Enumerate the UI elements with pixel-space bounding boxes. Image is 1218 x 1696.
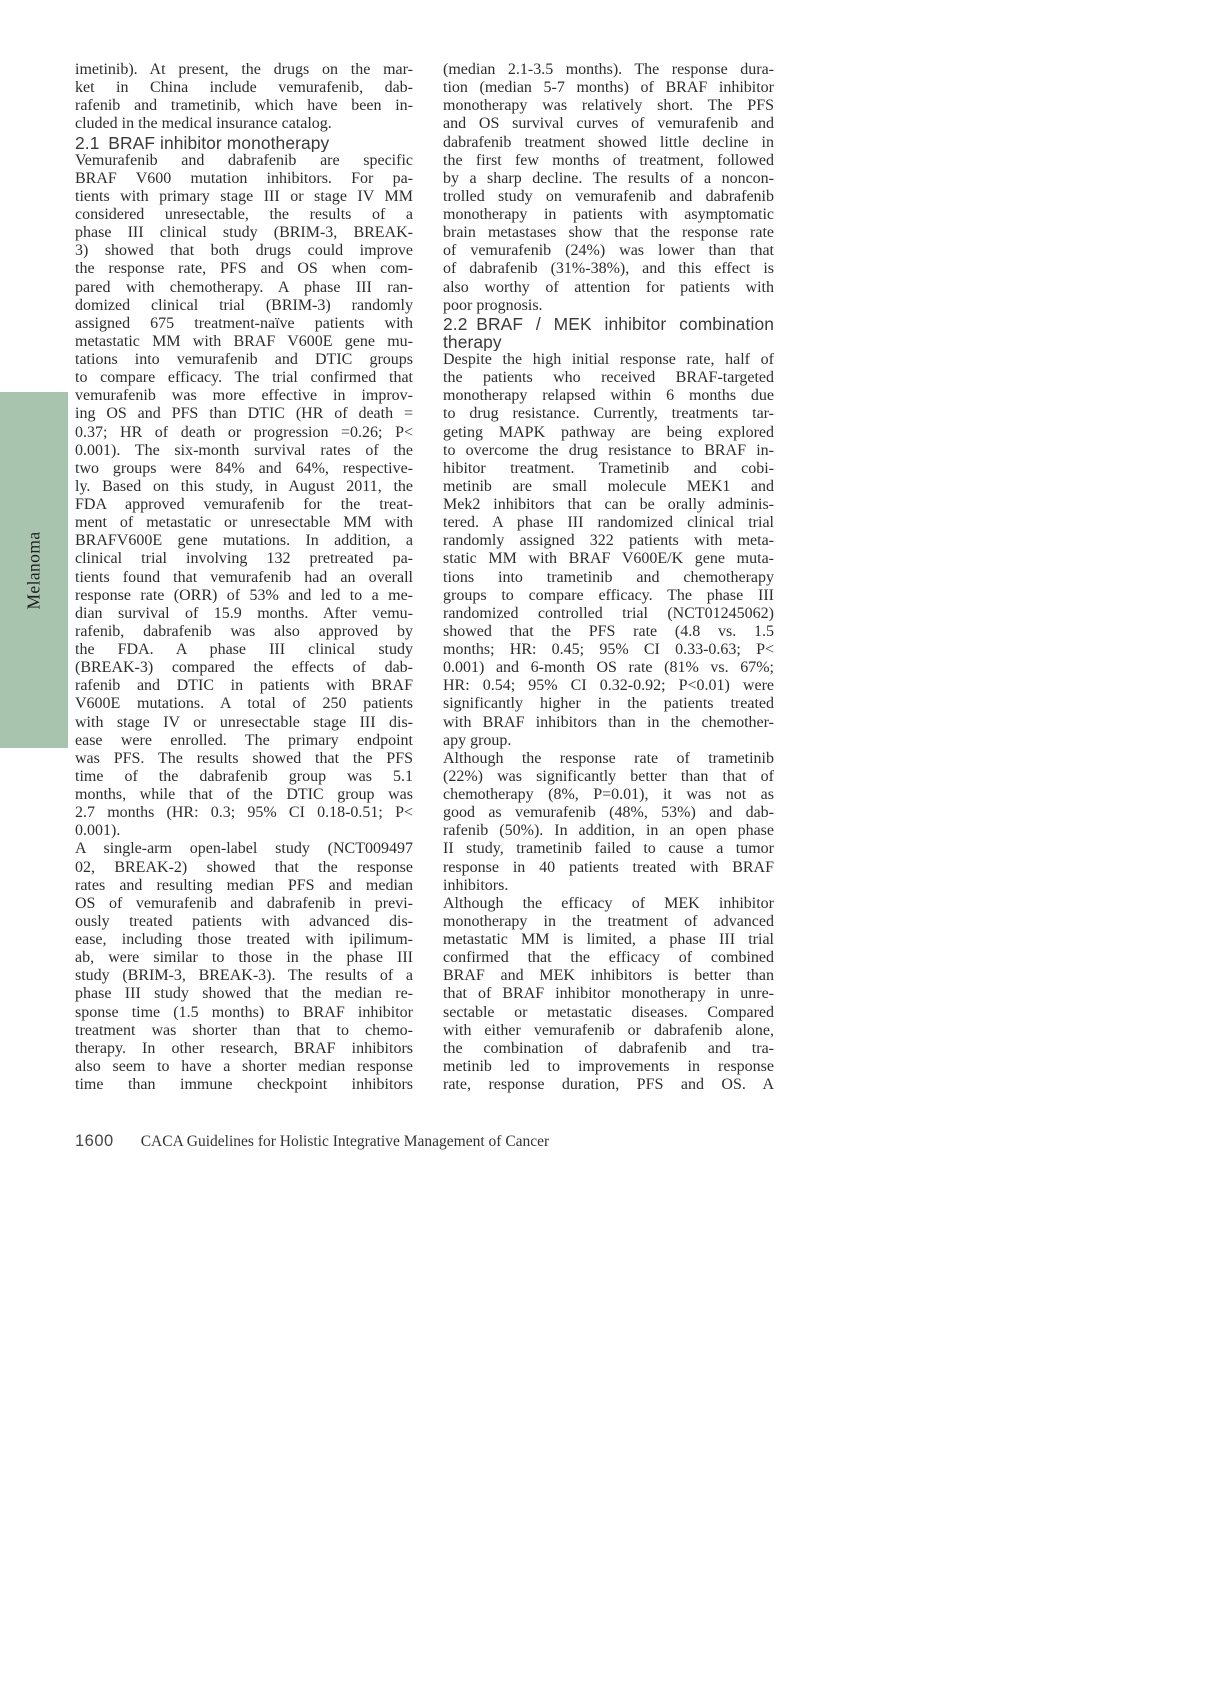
- text-line: cluded in the medical insurance catalog.: [75, 115, 332, 133]
- text-line: poor prognosis.: [443, 296, 543, 314]
- text-line: geting MAPK pathway are being explored: [443, 423, 774, 441]
- text-line: monotherapy was relatively short. The PFS: [443, 97, 774, 115]
- text-line: dabrafenib treatment showed little decline in: [443, 133, 774, 151]
- paragraph: [443, 895, 774, 1094]
- text-line: BRAFV600E gene mutations. In addition, a: [75, 532, 413, 550]
- text-line: monotherapy in the treatment of advanced: [443, 912, 774, 930]
- text-line: monotherapy relapsed within 6 months due: [443, 387, 774, 405]
- text-line: tions into trametinib and chemotherapy: [443, 568, 774, 586]
- paragraph: [75, 152, 413, 841]
- text-line: the FDA. A phase III clinical study: [75, 641, 413, 658]
- paragraph: [443, 351, 774, 750]
- text-line: tients found that vemurafenib had an overall: [75, 568, 413, 586]
- text-line: tients with primary stage III or stage IV MM: [75, 187, 413, 205]
- text-line: phase III study showed that the median re-: [75, 985, 413, 1003]
- text-line: rafenib, dabrafenib was also approved by: [75, 622, 413, 640]
- text-line: of dabrafenib (31%-38%), and this effect is: [443, 260, 774, 278]
- text-line: assigned 675 treatment-naïve patients with: [75, 314, 413, 332]
- text-line: FDA approved vemurafenib for the treat-: [75, 496, 413, 513]
- text-line: imetinib). At present, the drugs on the mar-: [75, 61, 413, 78]
- text-line: A single-arm open-label study (NCT009497: [75, 840, 413, 858]
- text-line: treatment was shorter than that to chemo-: [75, 1021, 413, 1039]
- text-line: good as vemurafenib (48%, 53%) and dab-: [443, 804, 774, 822]
- footer: [75, 1132, 549, 1151]
- text-line: Although the response rate of trametinib: [443, 749, 774, 767]
- text-line: sectable or metastatic diseases. Compared: [443, 1003, 774, 1021]
- text-line: 02, BREAK-2) showed that the response: [75, 858, 413, 876]
- text-line: hibitor treatment. Trametinib and cobi-: [443, 459, 774, 477]
- text-line: with either vemurafenib or dabrafenib alone,: [443, 1021, 774, 1039]
- text-line: 2.2 BRAF / MEK inhibitor combination: [443, 314, 774, 333]
- text-line: ab, were similar to those in the phase III: [75, 949, 413, 967]
- text-line: ket in China include vemurafenib, dab-: [75, 79, 413, 97]
- text-line: metastatic MM with BRAF V600E gene mu-: [75, 332, 413, 350]
- text-line: metastatic MM is limited, a phase III trial: [443, 931, 774, 948]
- text-line: groups to compare efficacy. The phase III: [443, 586, 774, 604]
- text-line: ment of metastatic or unresectable MM with: [75, 514, 413, 532]
- text-line: BRAF V600 mutation inhibitors. For pa-: [75, 169, 413, 187]
- text-line: phase III clinical study (BRIM-3, BREAK-: [75, 224, 413, 242]
- text-line: response in 40 patients treated with BRAF: [443, 858, 774, 876]
- text-line: vemurafenib was more effective in improv-: [75, 387, 413, 405]
- text-line: randomly assigned 322 patients with meta-: [443, 532, 774, 550]
- text-line: confirmed that the efficacy of combined: [443, 949, 774, 967]
- text-line: ously treated patients with advanced dis-: [75, 912, 413, 930]
- text-line: apy group.: [443, 731, 512, 749]
- text-line: also worthy of attention for patients with: [443, 278, 774, 296]
- text-line: 0.001) and 6-month OS rate (81% vs. 67%;: [443, 659, 774, 677]
- text-line: therapy. In other research, BRAF inhibitors: [75, 1039, 413, 1057]
- section-heading: [443, 315, 774, 351]
- text-line: rate, response duration, PFS and OS. A: [443, 1076, 774, 1093]
- page-number: 1600: [75, 1132, 114, 1150]
- text-line: considered unresectable, the results of a: [75, 206, 413, 223]
- text-line: the patients who received BRAF-targeted: [443, 369, 774, 387]
- text-line: ease were enrolled. The primary endpoint: [75, 731, 413, 749]
- text-line: the combination of dabrafenib and tra-: [443, 1039, 774, 1057]
- text-line: 3) showed that both drugs could improve: [75, 242, 413, 260]
- text-line: Mek2 inhibitors that can be orally adminis-: [443, 496, 774, 513]
- sidebar-tab: [0, 392, 68, 748]
- text-line: by a sharp decline. The results of a noncon-: [443, 169, 774, 187]
- text-line: ly. Based on this study, in August 2011, the: [75, 477, 413, 495]
- text-line: months, while that of the DTIC group was: [75, 786, 413, 803]
- text-line: study (BRIM-3, BREAK-3). The results of a: [75, 967, 413, 985]
- text-line: two groups were 84% and 64%, respective-: [75, 459, 413, 477]
- text-line: clinical trial involving 132 pretreated pa-: [75, 550, 413, 568]
- text-line: chemotherapy (8%, P=0.01), it was not as: [443, 786, 774, 803]
- text-line: 2.7 months (HR: 0.3; 95% CI 0.18-0.51; P<: [75, 804, 413, 822]
- text-line: brain metastases show that the response rate: [443, 224, 774, 242]
- text-line: trolled study on vemurafenib and dabrafenib: [443, 187, 774, 205]
- text-line: II study, trametinib failed to cause a tumor: [443, 840, 774, 858]
- text-line: (22%) was significantly better than that of: [443, 767, 774, 785]
- text-line: sponse time (1.5 months) to BRAF inhibitor: [75, 1003, 413, 1021]
- paragraph: [75, 840, 413, 1094]
- text-line: ing OS and PFS than DTIC (HR of death =: [75, 405, 413, 423]
- text-line: HR: 0.54; 95% CI 0.32-0.92; P<0.01) were: [443, 677, 774, 695]
- text-line: pared with chemotherapy. A phase III ran-: [75, 278, 413, 296]
- text-line: metinib led to improvements in response: [443, 1057, 774, 1075]
- footer-title: CACA Guidelines for Holistic Integrative Management of Cancer: [140, 1133, 550, 1150]
- text-line: Despite the high initial response rate, half of: [443, 351, 774, 368]
- text-line: Vemurafenib and dabrafenib are specific: [75, 151, 413, 169]
- text-line: significantly higher in the patients treated: [443, 695, 774, 713]
- text-line: time than immune checkpoint inhibitors: [75, 1076, 413, 1093]
- text-line: months; HR: 0.45; 95% CI 0.33-0.63; P<: [443, 641, 774, 658]
- text-line: Although the efficacy of MEK inhibitor: [443, 894, 774, 912]
- section-heading: [75, 134, 413, 152]
- text-line: response rate (ORR) of 53% and led to a me-: [75, 586, 413, 604]
- text-line: V600E mutations. A total of 250 patients: [75, 695, 413, 713]
- text-line: time of the dabrafenib group was 5.1: [75, 767, 413, 785]
- text-line: of vemurafenib (24%) was lower than that: [443, 242, 774, 260]
- text-line: ease, including those treated with ipilimum-: [75, 931, 413, 948]
- text-line: to overcome the drug resistance to BRAF in-: [443, 441, 774, 459]
- sidebar-tab-label: Melanoma: [23, 530, 44, 610]
- text-line: BRAF and MEK inhibitors is better than: [443, 967, 774, 985]
- text-line: showed that the PFS rate (4.8 vs. 1.5: [443, 622, 774, 640]
- text-line: tered. A phase III randomized clinical trial: [443, 514, 774, 532]
- text-line: rafenib and DTIC in patients with BRAF: [75, 677, 413, 695]
- text-line: static MM with BRAF V600E/K gene muta-: [443, 550, 774, 568]
- text-line: rafenib and trametinib, which have been in-: [75, 97, 413, 115]
- text-line: the first few months of treatment, followed: [443, 151, 774, 169]
- text-line: was PFS. The results showed that the PFS: [75, 749, 413, 767]
- text-line: to compare efficacy. The trial confirmed that: [75, 369, 413, 387]
- paragraph: [75, 61, 413, 134]
- text-line: (BREAK-3) compared the effects of dab-: [75, 659, 413, 677]
- paragraph: [443, 750, 774, 895]
- text-line: to drug resistance. Currently, treatments tar-: [443, 405, 774, 423]
- text-line: the response rate, PFS and OS when com-: [75, 260, 413, 278]
- text-line: randomized controlled trial (NCT01245062): [443, 604, 774, 622]
- text-line: with BRAF inhibitors than in the chemother-: [443, 713, 774, 731]
- paragraph: [443, 61, 774, 315]
- text-line: metinib are small molecule MEK1 and: [443, 477, 774, 495]
- text-line: domized clinical trial (BRIM-3) randomly: [75, 296, 413, 314]
- text-line: 2.1 BRAF inhibitor monotherapy: [75, 133, 330, 152]
- text-line: rates and resulting median PFS and median: [75, 876, 413, 894]
- text-line: and OS survival curves of vemurafenib and: [443, 115, 774, 133]
- text-line: rafenib (50%). In addition, in an open phase: [443, 822, 774, 840]
- text-line: 0.001). The six-month survival rates of the: [75, 441, 413, 459]
- text-line: OS of vemurafenib and dabrafenib in previ-: [75, 894, 413, 912]
- text-line: monotherapy in patients with asymptomatic: [443, 206, 774, 223]
- text-line: tion (median 5-7 months) of BRAF inhibitor: [443, 79, 774, 97]
- text-line: 0.37; HR of death or progression =0.26; P<: [75, 423, 413, 441]
- text-line: dian survival of 15.9 months. After vemu-: [75, 604, 413, 622]
- text-line: with stage IV or unresectable stage III dis-: [75, 713, 413, 731]
- text-line: (median 2.1-3.5 months). The response dura-: [443, 61, 774, 78]
- text-line: therapy: [443, 332, 502, 351]
- right-column: [443, 61, 774, 1094]
- text-line: inhibitors.: [443, 876, 509, 894]
- text-line: 0.001).: [75, 822, 121, 840]
- left-column: [75, 61, 413, 1094]
- text-line: that of BRAF inhibitor monotherapy in unre-: [443, 985, 774, 1003]
- text-line: tations into vemurafenib and DTIC groups: [75, 351, 413, 368]
- text-line: also seem to have a shorter median response: [75, 1057, 413, 1075]
